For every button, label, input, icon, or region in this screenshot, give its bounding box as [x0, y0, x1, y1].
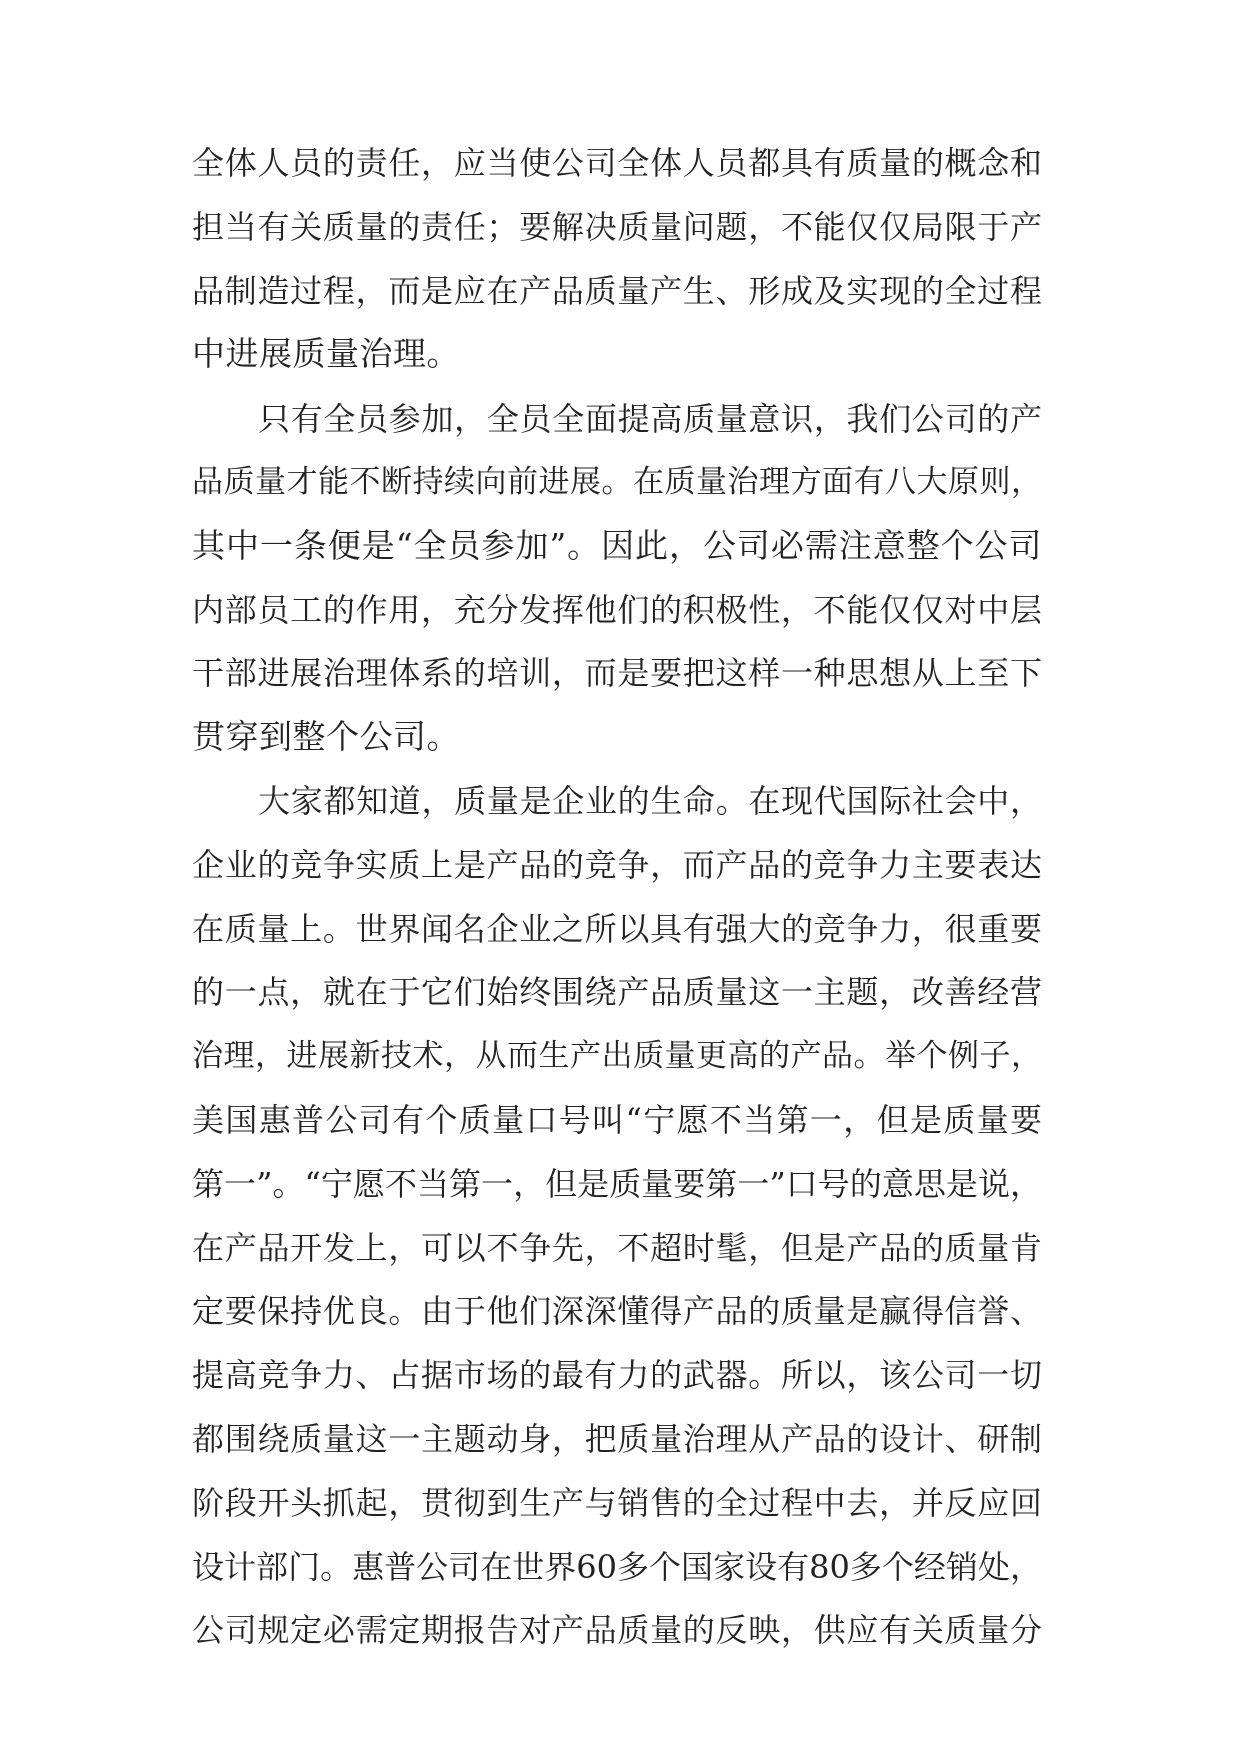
text-line: 美国惠普公司有个质量口号叫“宁愿不当第一，但是质量要 [192, 1101, 1042, 1139]
paragraph-first-line: 只有全员参加，全员全面提高质量意识，我们公司的产 [258, 400, 1042, 438]
text-line: 干部进展治理体系的培训，而是要把这样一种思想从上至下 [192, 654, 1042, 692]
text-line: 公司规定必需定期报告对产品质量的反映，供应有关质量分 [192, 1611, 1042, 1649]
text-line: 第一”。“宁愿不当第一，但是质量要第一”口号的意思是说， [192, 1165, 1042, 1203]
text-line: 都围绕质量这一主题动身，把质量治理从产品的设计、研制 [192, 1420, 1042, 1458]
text-line: 品质量才能不断持续向前进展。在质量治理方面有八大原则， [192, 464, 1042, 500]
text-line: 中进展质量治理。 [192, 334, 460, 373]
text-line: 治理，进展新技术，从而生产出质量更高的产品。举个例子， [192, 1038, 1042, 1074]
text-line: 企业的竞争实质上是产品的竞争，而产品的竞争力主要表达 [192, 846, 1042, 884]
text-line: 在产品开发上，可以不争先，不超时髦，但是产品的质量肯 [192, 1229, 1042, 1267]
text-line: 贯穿到整个公司。 [192, 717, 460, 756]
text-line: 提高竞争力、占据市场的最有力的武器。所以，该公司一切 [192, 1356, 1042, 1394]
text-line: 设计部门。惠普公司在世界60多个国家设有80多个经销处， [192, 1548, 1042, 1586]
text-line: 在质量上。世界闻名企业之所以具有强大的竞争力，很重要 [192, 910, 1042, 948]
text-line: 担当有关质量的责任；要解决质量问题，不能仅仅局限于产 [192, 208, 1042, 246]
text-line: 其中一条便是“全员参加”。因此，公司必需注意整个公司 [192, 526, 1042, 565]
text-line: 全体人员的责任，应当使公司全体人员都具有质量的概念和 [192, 144, 1042, 182]
paragraph-first-line: 大家都知道，质量是企业的生命。在现代国际社会中， [258, 782, 1042, 820]
text-line: 定要保持优良。由于他们深深懂得产品的质量是赢得信誉、 [192, 1292, 1042, 1330]
text-line: 内部员工的作用，充分发挥他们的积极性，不能仅仅对中层 [192, 591, 1042, 629]
text-line: 品制造过程，而是应在产品质量产生、形成及实现的全过程 [192, 272, 1042, 310]
text-line: 的一点，就在于它们始终围绕产品质量这一主题，改善经营 [192, 973, 1042, 1011]
text-line: 阶段开头抓起，贯彻到生产与销售的全过程中去，并反应回 [192, 1484, 1042, 1522]
